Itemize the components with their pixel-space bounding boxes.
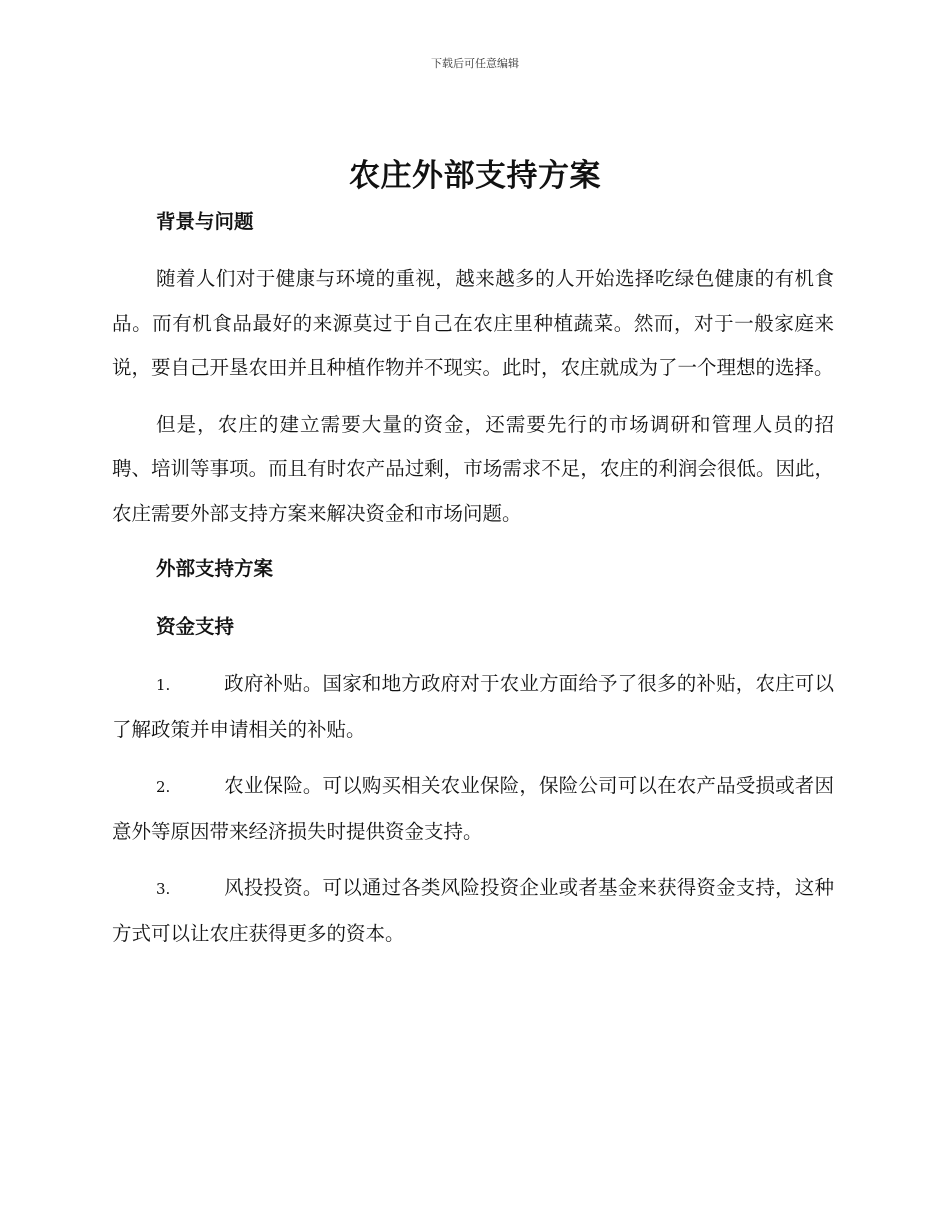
list-item xyxy=(112,662,834,752)
section-heading-background: 背景与问题 xyxy=(156,210,254,233)
list-item xyxy=(112,764,834,854)
header-note: 下载后可任意编辑 xyxy=(431,57,519,70)
section-heading-funding: 资金支持 xyxy=(156,615,235,638)
list-item-text: 农业保险。可以购买相关农业保险，保险公司可以在农产品受损或者因意外等原因带来经济损失时提供资金支持。 xyxy=(112,774,834,843)
paragraph-background-2: 但是，农庄的建立需要大量的资金，还需要先行的市场调研和管理人员的招聘、培训等事项。而且有时农产品过剩，市场需求不足，农庄的利润会很低。因此，农庄需要外部支持方案来解决资金和市场问题。 xyxy=(112,412,834,525)
document-body xyxy=(112,205,834,956)
list-item-number: 2. xyxy=(156,778,171,796)
list-item-text: 政府补贴。国家和地方政府对于农业方面给予了很多的补贴，农庄可以了解政策并申请相关的补贴。 xyxy=(112,672,834,741)
document-title: 农庄外部支持方案 xyxy=(349,158,601,194)
list-item-text: 风投投资。可以通过各类风险投资企业或者基金来获得资金支持，这种方式可以让农庄获得更多的资本。 xyxy=(112,876,834,945)
section-heading-external-support: 外部支持方案 xyxy=(156,557,274,580)
list-item-number: 1. xyxy=(156,676,171,694)
list-item-number: 3. xyxy=(156,880,171,898)
list-item xyxy=(112,866,834,956)
paragraph-background-1: 随着人们对于健康与环境的重视，越来越多的人开始选择吃绿色健康的有机食品。而有机食品最好的来源莫过于自己在农庄里种植蔬菜。然而，对于一般家庭来说，要自己开垦农田并且种植作物并不现实。此时，农庄就成为了一个理想的选择。 xyxy=(112,267,834,379)
